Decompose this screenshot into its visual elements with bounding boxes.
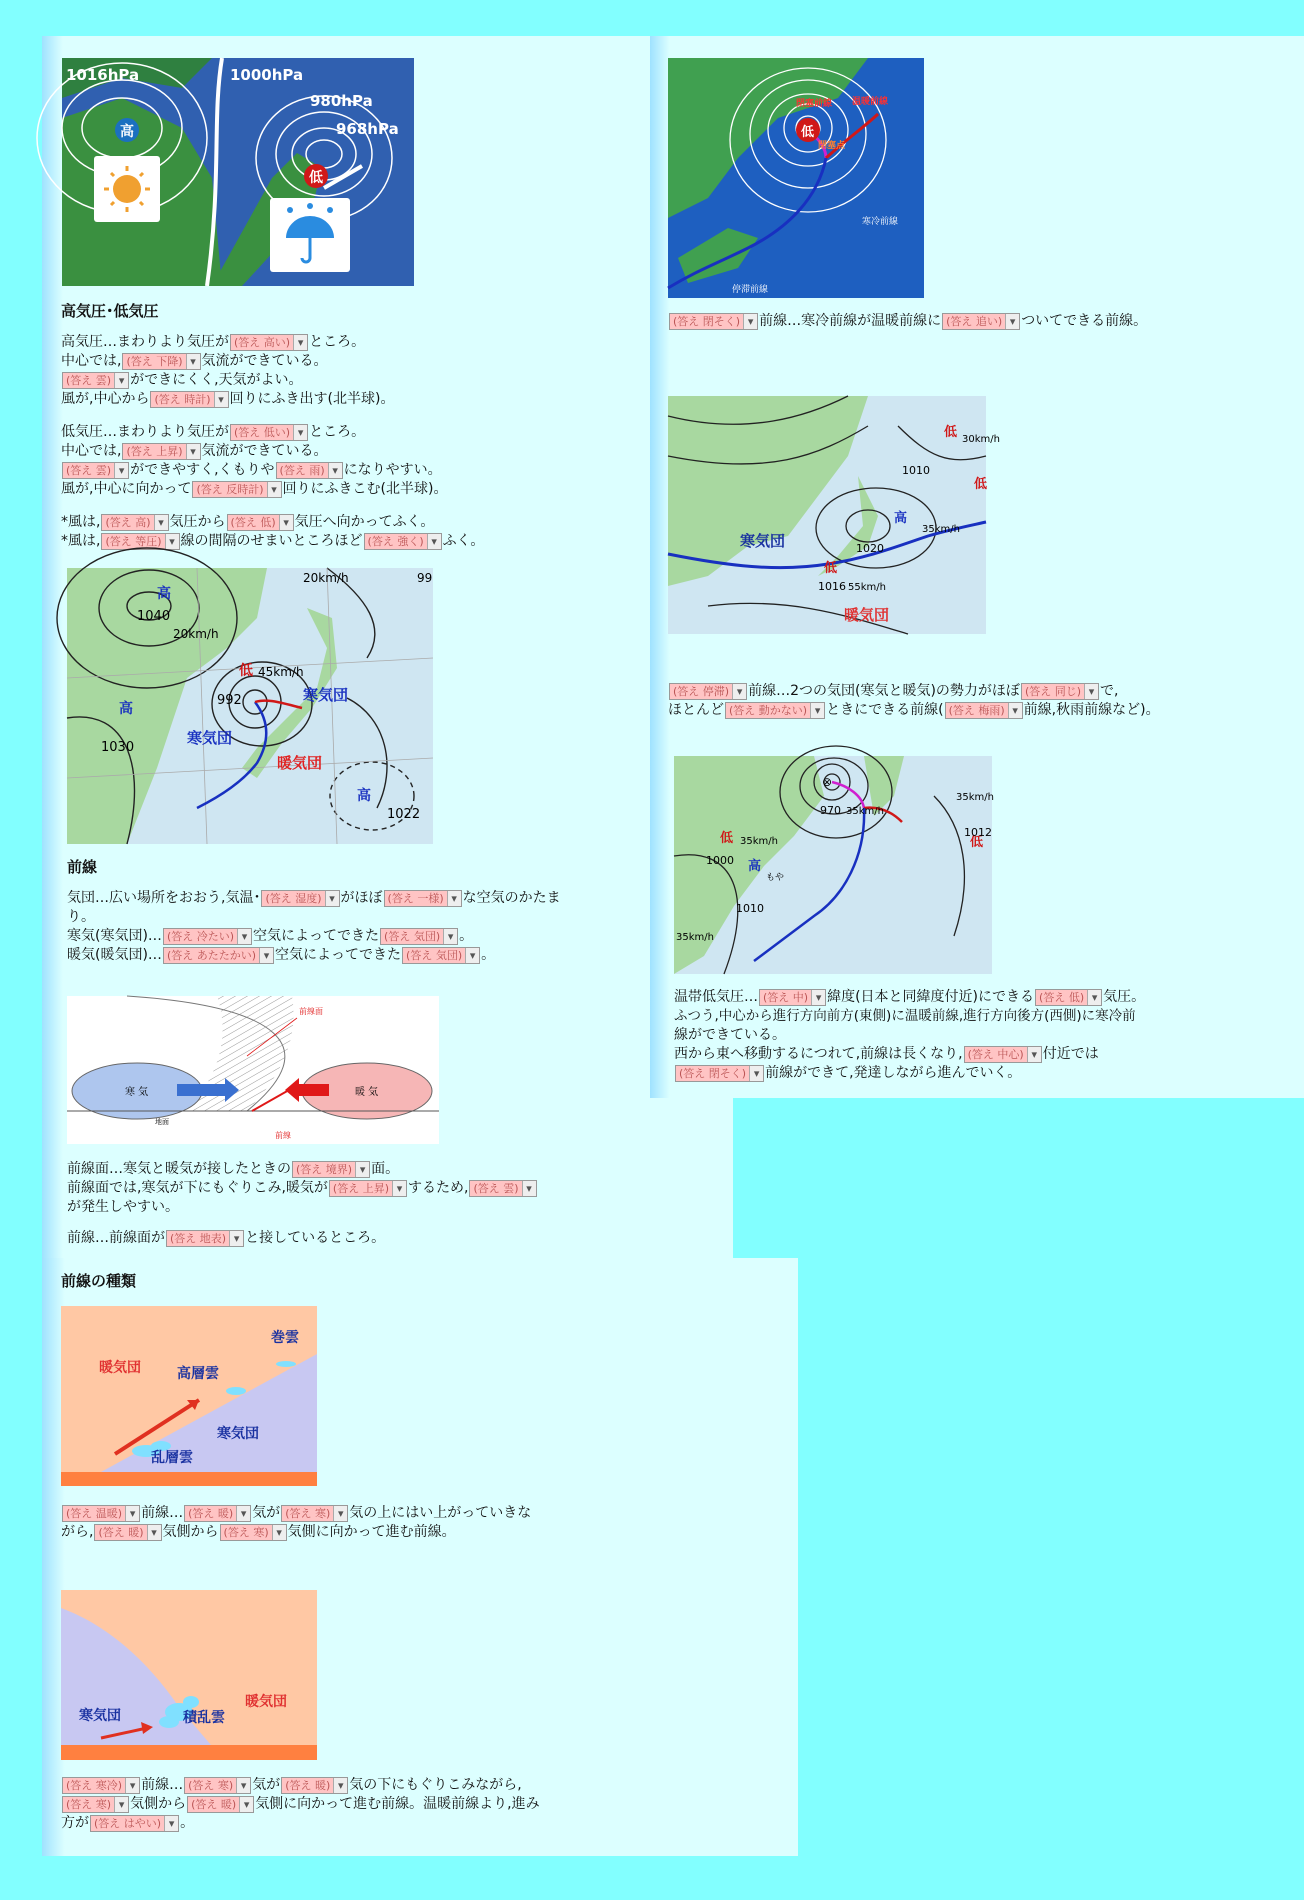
answer-select[interactable]: (答え 閉そく) ▾ [669,313,758,330]
map-label-1040: 1040 [137,609,171,624]
text-w2a: *風は, [61,533,101,549]
text-l3c: になりやすい。 [343,462,442,478]
text-wf1b: 気が [252,1505,281,1521]
answer-select[interactable]: (答え 低) ▾ [227,514,294,531]
text-w1a: *風は, [61,514,101,530]
text-f1b: がほぼ [340,890,383,906]
text-wf2c: 気側に向かって進む前線。 [287,1524,456,1540]
text-s1a: 前線面…寒気と暖気が接したときの [67,1161,291,1177]
warm-front-label: 温暖前線 [852,97,889,107]
occ-point-label: 閉塞点 [818,141,846,151]
stat-warm-mass: 暖気団 [844,606,890,624]
text-cf3a: 方が [61,1815,89,1831]
ex-low-1: 低 [720,831,734,846]
section-warm: 暖 気 [355,1087,379,1098]
map-high-2: 高 [119,701,133,717]
answer-select[interactable]: (答え 動かない) ▾ [725,702,825,719]
text-w2c: ふく。 [442,533,485,549]
stat-low-2: 低 [944,425,958,440]
answer-select[interactable]: (答え 雲) ▾ [62,462,129,479]
text-f4b: 空気によってできた [275,947,402,963]
answer-select[interactable]: (答え 一様) ▾ [384,890,462,907]
ex-label-1000: 1000 [706,854,734,867]
warm-front-figure [61,1306,317,1486]
answer-select[interactable]: (答え 寒) ▾ [220,1524,287,1541]
heading-pressure: 高気圧･低気圧 [61,302,159,320]
ex-haze-label: もや [766,873,785,883]
altostratus-label: 高層雲 [177,1366,219,1382]
text-ex1b: 緯度(日本と同緯度付近)にできる [827,989,1035,1005]
answer-select[interactable]: (答え 低い) ▾ [230,424,308,441]
map-speed-20: 20km/h [173,627,219,641]
extratropical-section [674,988,1145,1083]
ex-speed-35a: 35km/h [846,806,884,817]
ex-center-mark: ⊗ [822,775,833,789]
answer-select[interactable]: (答え 温暖) ▾ [62,1505,140,1522]
high-mark: 高 [120,124,134,140]
warm-air-label: 暖気団 [99,1360,141,1376]
answer-select[interactable]: (答え 追い) ▾ [942,313,1020,330]
text-cf1b: 気が [252,1777,281,1793]
cold-air-label: 寒気団 [79,1708,121,1724]
answer-select[interactable]: (答え 雲) ▾ [62,372,129,389]
text-ex4a: 西から東へ移動するにつれて,前線は長くなり, [674,1046,963,1062]
stat-front-label: 停滞前線 [732,285,769,295]
ex-speed-35d: 35km/h [956,792,994,803]
text-w1c: 気圧へ向かってふく。 [294,514,435,530]
map-high-3: 高 [357,788,371,804]
text-w1b: 気圧から [169,514,226,530]
text-f3b: 空気によってできた [253,928,380,944]
text-s3: が発生しやすい。 [67,1199,179,1215]
map-label-1030: 1030 [101,740,135,755]
answer-select[interactable]: (答え 中) ▾ [759,989,826,1006]
answer-select[interactable]: (答え 停滞) ▾ [669,683,747,700]
text-l2a: 中心では, [61,443,122,459]
section-ground: 地面 [155,1118,169,1126]
label-968hpa: 968hPa [336,120,399,138]
map-label-992: 992 [217,693,242,708]
text-ex1c: 気圧。 [1103,989,1146,1005]
text-s4a: 前線…前線面が [67,1230,165,1246]
occluded-front-map [668,58,924,298]
stat-speed-30: 30km/h [962,434,1000,445]
answer-select[interactable]: (答え 梅雨) ▾ [945,702,1023,719]
map-low: 低 [239,663,253,679]
text-h4b: 回りにふき出す(北半球)。 [229,391,395,407]
text-h1a: 高気圧…まわりより気圧が [61,334,229,350]
answer-select[interactable]: (答え 上昇) ▾ [329,1180,407,1197]
cold-front-figure [61,1590,317,1760]
text-st1a: 前線…2つの気団(寒気と暖気)の勢力がほぼ [748,683,1020,699]
answer-select[interactable]: (答え 雨) ▾ [276,462,343,479]
label-1016hpa: 1016hPa [66,66,140,84]
stat-speed-55: 55km/h [848,582,886,593]
heading-front-types: 前線の種類 [61,1272,137,1290]
text-l2b: 気流ができている。 [201,443,328,459]
answer-select[interactable]: (答え 境界) ▾ [292,1161,370,1178]
cumulonimbus-label: 積乱雲 [183,1710,225,1726]
text-l1a: 低気圧…まわりより気圧が [61,424,229,440]
text-cf2b: 気側から [130,1796,187,1812]
answer-select[interactable]: (答え 寒冷) ▾ [62,1777,140,1794]
ex-label-1010: 1010 [736,902,764,915]
answer-select[interactable]: (答え 地表) ▾ [166,1230,244,1247]
occ-low: 低 [801,125,815,140]
answer-select[interactable]: (答え 寒) ▾ [281,1505,348,1522]
map-cold-mass: 寒気団 [303,686,349,704]
ex-speed-35b: 35km/h [740,836,778,847]
occluded-front-section [668,312,1147,331]
pressure-section [61,302,484,551]
ex-low-2: 低 [970,835,984,850]
answer-select[interactable]: (答え 暖) ▾ [184,1505,251,1522]
answer-select[interactable]: (答え 等圧) ▾ [101,533,179,550]
text-cf3b: 。 [180,1815,195,1831]
answer-select[interactable]: (答え 寒) ▾ [184,1777,251,1794]
heading-front: 前線 [67,858,98,876]
text-wf2b: 気側から [162,1524,219,1540]
answer-select[interactable]: (答え あたたかい) ▾ [163,947,274,964]
cold-air-label: 寒気団 [217,1426,259,1442]
answer-select[interactable]: (答え 時計) ▾ [150,391,228,408]
text-wf2a: がら, [61,1524,94,1540]
text-ex1a: 温帯低気圧… [674,989,758,1005]
map-cold-mass-2: 寒気団 [187,729,233,747]
answer-select[interactable]: (答え 気団) ▾ [402,947,480,964]
ex-label-970: 970 [820,804,841,817]
section-cold: 寒 気 [125,1087,149,1098]
map-high-1: 高 [157,586,171,602]
front-surface-section [67,1160,538,1248]
text-h4a: 風が,中心から [61,391,150,407]
answer-select[interactable]: (答え 反時計) ▾ [192,481,281,498]
text-l3b: ができやすく,くもりや [130,462,275,478]
warm-air-label: 暖気団 [245,1694,287,1710]
answer-select[interactable]: (答え 同じ) ▾ [1021,683,1099,700]
answer-select[interactable]: (答え 雲) ▾ [469,1180,536,1197]
text-h2b: 気流ができている。 [201,353,328,369]
text-f1a: 気団…広い場所をおおう,気温･ [67,890,261,906]
ex-high: 高 [748,859,762,874]
text-f1c: な空気のかたま [462,890,561,906]
stat-label-1016: 1016 [818,580,846,593]
map-warm-mass: 暖気団 [277,754,323,772]
text-ex2: ふつう,中心から進行方向前方(東側)に温暖前線,進行方向後方(西側)に寒冷前 [674,1008,1136,1024]
text-st2a: ほとんど [668,702,724,718]
stat-low-1: 低 [824,561,838,576]
occ-label: 閉塞前線 [796,99,833,109]
stationary-front-section [668,682,1160,720]
section-front: 前線 [275,1131,291,1140]
text-s2b: するため, [408,1180,469,1196]
answer-select[interactable]: (答え 暖) ▾ [281,1777,348,1794]
nimbostratus-label: 乱層雲 [151,1450,193,1466]
answer-select[interactable]: (答え 湿度) ▾ [261,890,339,907]
text-s4b: と接しているところ。 [245,1230,386,1246]
low-mark: 低 [309,170,323,186]
text-f3a: 寒気(寒気団)… [67,928,162,944]
text-h3b: ができにくく,天気がよい。 [130,372,303,388]
cold-front-label: 寒冷前線 [862,217,899,227]
text-s2a: 前線面では,寒気が下にもぐりこみ,暖気が [67,1180,328,1196]
answer-select[interactable]: (答え 冷たい) ▾ [163,928,252,945]
answer-select[interactable]: (答え 中心) ▾ [964,1046,1042,1063]
text-st2b: ときにできる前線( [826,702,944,718]
answer-select[interactable]: (答え 強く) ▾ [364,533,442,550]
ex-label-1012: 1012 [964,826,992,839]
pressure-map-figure [62,58,414,286]
text-oc1a: 前線…寒冷前線が温暖前線に [759,313,942,329]
text-l4a: 風が,中心に向かって [61,481,192,497]
text-f4a: 暖気(暖気団)… [67,947,162,963]
ex-speed-35c: 35km/h [676,932,714,943]
stat-low-3: 低 [974,477,988,492]
text-l4b: 回りにふきこむ(北半球)。 [282,481,448,497]
stat-cold-mass: 寒気団 [740,532,786,550]
answer-select[interactable]: (答え 上昇) ▾ [122,443,200,460]
front-types-heading-block [61,1272,136,1291]
text-st1b: で, [1100,683,1119,699]
text-st2c: 前線,秋雨前線など)。 [1023,702,1160,718]
text-ex3: 線ができている。 [674,1027,786,1043]
answer-select[interactable]: (答え 高い) ▾ [230,334,308,351]
section-front-face: 前線面 [299,1007,323,1016]
warm-front-section [61,1504,531,1542]
text-f3c: 。 [459,928,474,944]
text-w2b: 線の間隔のせまいところほど [180,533,363,549]
text-l1b: ところ。 [309,424,366,440]
weather-map-air-mass [67,568,433,844]
text-h2a: 中心では, [61,353,122,369]
stationary-front-map [668,396,1000,634]
map-speed-20b: 20km/h [303,571,349,585]
cold-front-section [61,1776,540,1833]
front-cross-section [67,996,439,1144]
answer-select[interactable]: (答え 閉そく) ▾ [675,1065,764,1082]
label-980hpa: 980hPa [310,92,373,110]
label-1000hpa: 1000hPa [230,66,304,84]
text-cf1a: 前線… [141,1777,184,1793]
text-wf1a: 前線… [141,1505,184,1521]
stat-label-1010: 1010 [902,464,930,477]
answer-select[interactable]: (答え 暖) ▾ [94,1524,161,1541]
answer-select[interactable]: (答え 高) ▾ [101,514,168,531]
answer-select[interactable]: (答え 暖) ▾ [187,1796,254,1813]
map-mark-99: 99 [417,571,433,585]
text-s1b: 面。 [371,1161,400,1177]
map-speed-45: 45km/h [258,665,304,679]
map-label-1022: 1022 [387,807,421,822]
extratropical-cyclone-map [674,756,992,974]
cirrus-label: 巻雲 [271,1330,299,1346]
stat-speed-35: 35km/h [922,524,960,535]
stat-label-1020: 1020 [856,542,884,555]
answer-select[interactable]: (答え 下降) ▾ [122,353,200,370]
text-cf2c: 気側に向かって進む前線。温暖前線より,進み [255,1796,540,1812]
answer-select[interactable]: (答え 低) ▾ [1035,989,1102,1006]
answer-select[interactable]: (答え 寒) ▾ [62,1796,129,1813]
text-ex5b: 前線ができて,発達しながら進んでいく。 [765,1065,1022,1081]
air-mass-section [67,858,561,965]
text-h1b: ところ。 [309,334,366,350]
text-cf1c: 気の下にもぐりこみながら, [349,1777,522,1793]
text-f4c: 。 [481,947,496,963]
text-ex4b: 付近では [1042,1046,1099,1062]
stat-high: 高 [894,511,908,526]
text-oc1b: ついてできる前線。 [1021,313,1148,329]
text-wf1c: 気の上にはい上がっていきな [349,1505,532,1521]
answer-select[interactable]: (答え 気団) ▾ [380,928,458,945]
answer-select[interactable]: (答え はやい) ▾ [90,1815,179,1832]
text-f2: り。 [67,909,95,925]
